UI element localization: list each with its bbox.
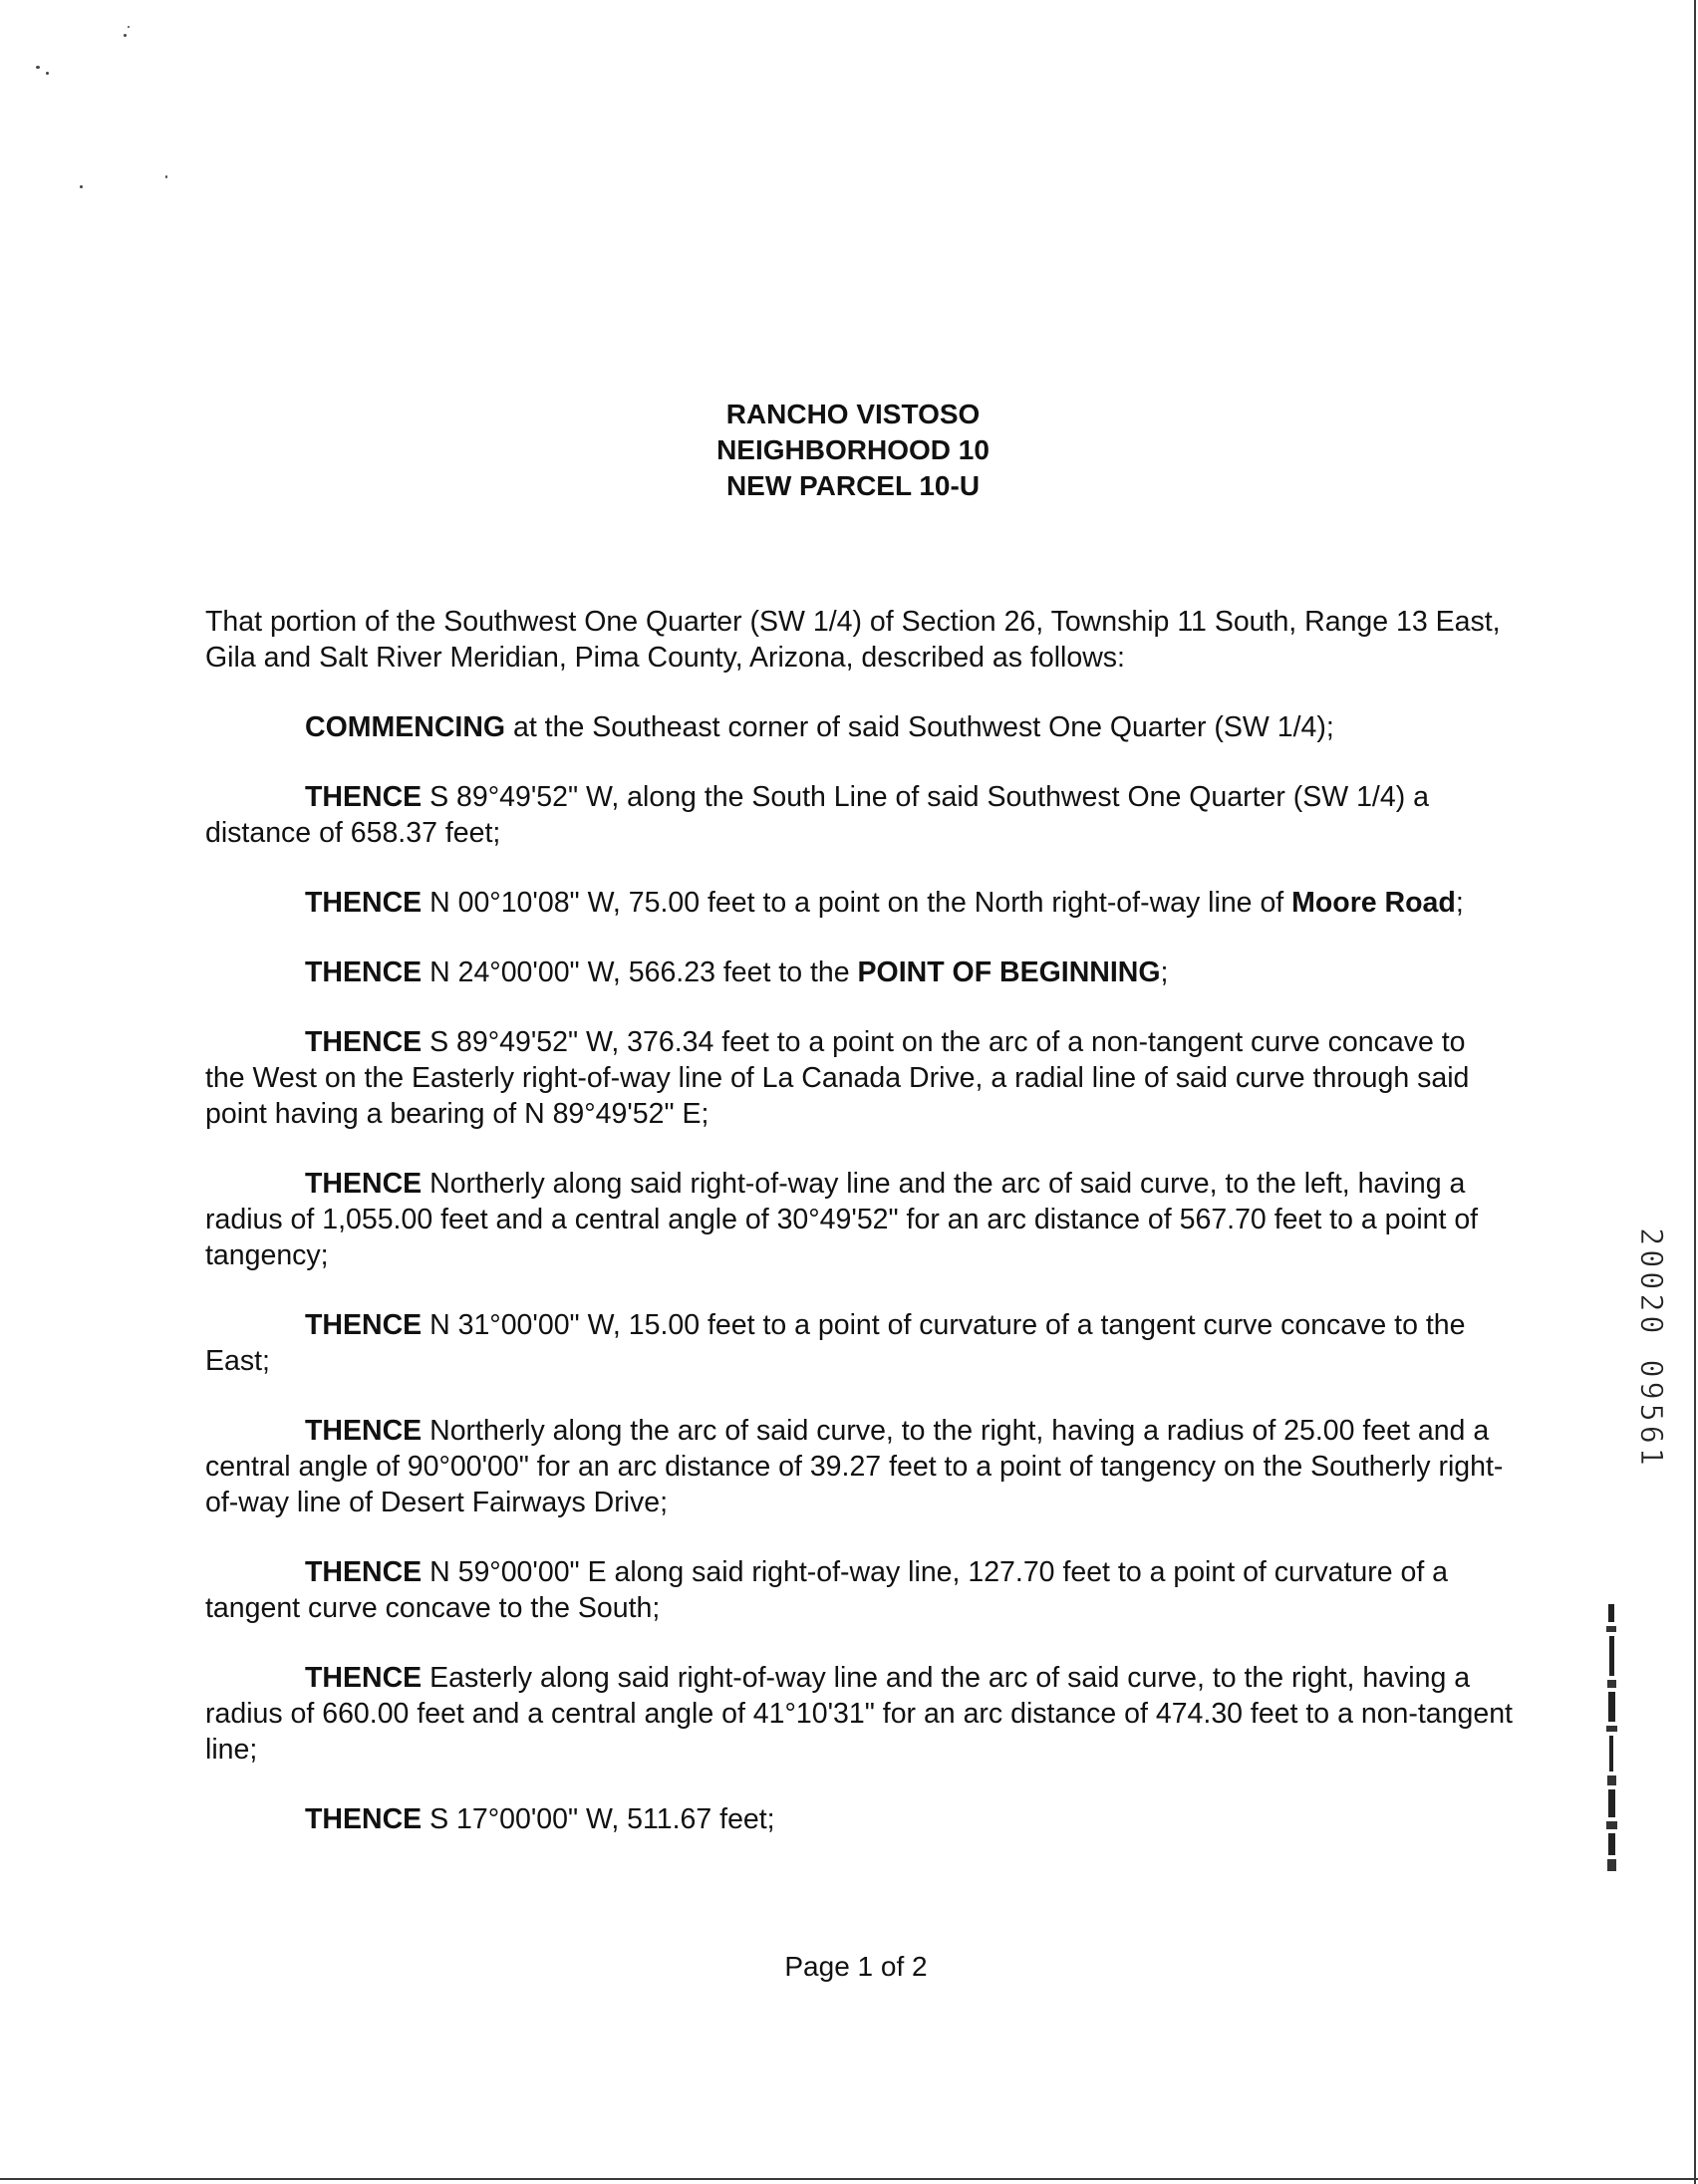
- course-text: N 59°00'00" E along said right-of-way line, 127.70 feet to a point of curvature of a tangent curve concave to the South;: [205, 1556, 1449, 1624]
- scan-edge-right: [1694, 0, 1696, 2184]
- course-lead: THENCE: [305, 887, 423, 919]
- point-of-beginning: POINT OF BEGINNING: [857, 956, 1161, 988]
- course-text: Northerly along the arc of said curve, to the right, having a radius of 25.00 feet and a central angle of 90°00'00" for an arc distance of 39.27 feet to a point of tangency on the Southerly right-of-way line of Desert Fairways Drive;: [205, 1415, 1504, 1518]
- margin-barcode-mark: [1602, 1604, 1622, 1873]
- course-lead: THENCE: [305, 1803, 423, 1835]
- scan-speck: [80, 185, 83, 188]
- course-paragraph: [205, 955, 1513, 990]
- legal-description: [205, 604, 1513, 1871]
- title-line: NEIGHBORHOOD 10: [716, 434, 990, 465]
- course-paragraph: [205, 885, 1513, 921]
- document-title: [0, 397, 1698, 504]
- scan-speck: [128, 26, 130, 28]
- course-lead: COMMENCING: [305, 711, 506, 743]
- course-lead: THENCE: [305, 1026, 423, 1058]
- course-lead: THENCE: [305, 956, 423, 988]
- course-text: N 31°00'00" W, 15.00 feet to a point of curvature of a tangent curve concave to the East;: [205, 1309, 1466, 1377]
- course-text: at the Southeast corner of said Southwest One Quarter (SW 1/4);: [505, 711, 1334, 743]
- course-lead: THENCE: [305, 1309, 423, 1341]
- scan-edge-bottom: [0, 2178, 1698, 2180]
- course-tail: ;: [1455, 887, 1464, 919]
- course-lead: THENCE: [305, 1415, 423, 1447]
- course-paragraph: [205, 1660, 1513, 1768]
- course-paragraph: [205, 1413, 1513, 1520]
- intro-paragraph: That portion of the Southwest One Quarter (SW 1/4) of Section 26, Township 11 South, Range 13 East, Gila and Salt River Meridian, Pima County, Arizona, described as follows:: [205, 606, 1501, 674]
- course-text: N 00°10'08" W, 75.00 feet to a point on the North right-of-way line of: [422, 887, 1292, 919]
- course-lead: THENCE: [305, 1168, 423, 1200]
- course-text: N 24°00'00" W, 566.23 feet to the: [422, 956, 858, 988]
- road-name: Moore Road: [1291, 887, 1456, 919]
- course-tail: ;: [1160, 956, 1169, 988]
- course-text: S 89°49'52" W, 376.34 feet to a point on the arc of a non-tangent curve concave to the West on the Easterly right-of-way line of La Canada Drive, a radial line of said curve through said point having a bearing of N 89°49'52" E;: [205, 1026, 1470, 1130]
- course-lead: THENCE: [305, 1662, 423, 1694]
- course-paragraph: [205, 1801, 1513, 1837]
- course-lead: THENCE: [305, 1556, 423, 1588]
- scan-speck: [36, 66, 40, 69]
- course-paragraph: [205, 1024, 1513, 1132]
- recording-number: 20020 09561: [1632, 1227, 1668, 1470]
- course-paragraph: [205, 1307, 1513, 1379]
- course-text: Northerly along said right-of-way line and the arc of said curve, to the left, having a radius of 1,055.00 feet and a central angle of 30°49'52" for an arc distance of 567.70 feet to a point of tangency;: [205, 1168, 1479, 1271]
- course-text: S 89°49'52" W, along the South Line of said Southwest One Quarter (SW 1/4) a distance of 658.37 feet;: [205, 781, 1429, 849]
- course-text: S 17°00'00" W, 511.67 feet;: [422, 1803, 775, 1835]
- title-line: NEW PARCEL 10-U: [725, 470, 981, 501]
- course-paragraph: [205, 1166, 1513, 1273]
- scan-speck: [165, 175, 167, 178]
- title-line: RANCHO VISTOSO: [725, 399, 981, 429]
- recording-stamp: [1630, 1214, 1670, 1483]
- course-paragraph: [205, 779, 1513, 851]
- page-number: Page 1 of 2: [784, 1951, 928, 1982]
- course-text: Easterly along said right-of-way line and the arc of said curve, to the right, having a radius of 660.00 feet and a central angle of 41°10'31" for an arc distance of 474.30 feet to a non-tangent line;: [205, 1662, 1513, 1766]
- course-lead: THENCE: [305, 781, 423, 813]
- course-paragraph: [205, 1554, 1513, 1626]
- scan-speck: [124, 34, 127, 37]
- course-paragraph: [205, 709, 1513, 745]
- scan-speck: [46, 72, 49, 75]
